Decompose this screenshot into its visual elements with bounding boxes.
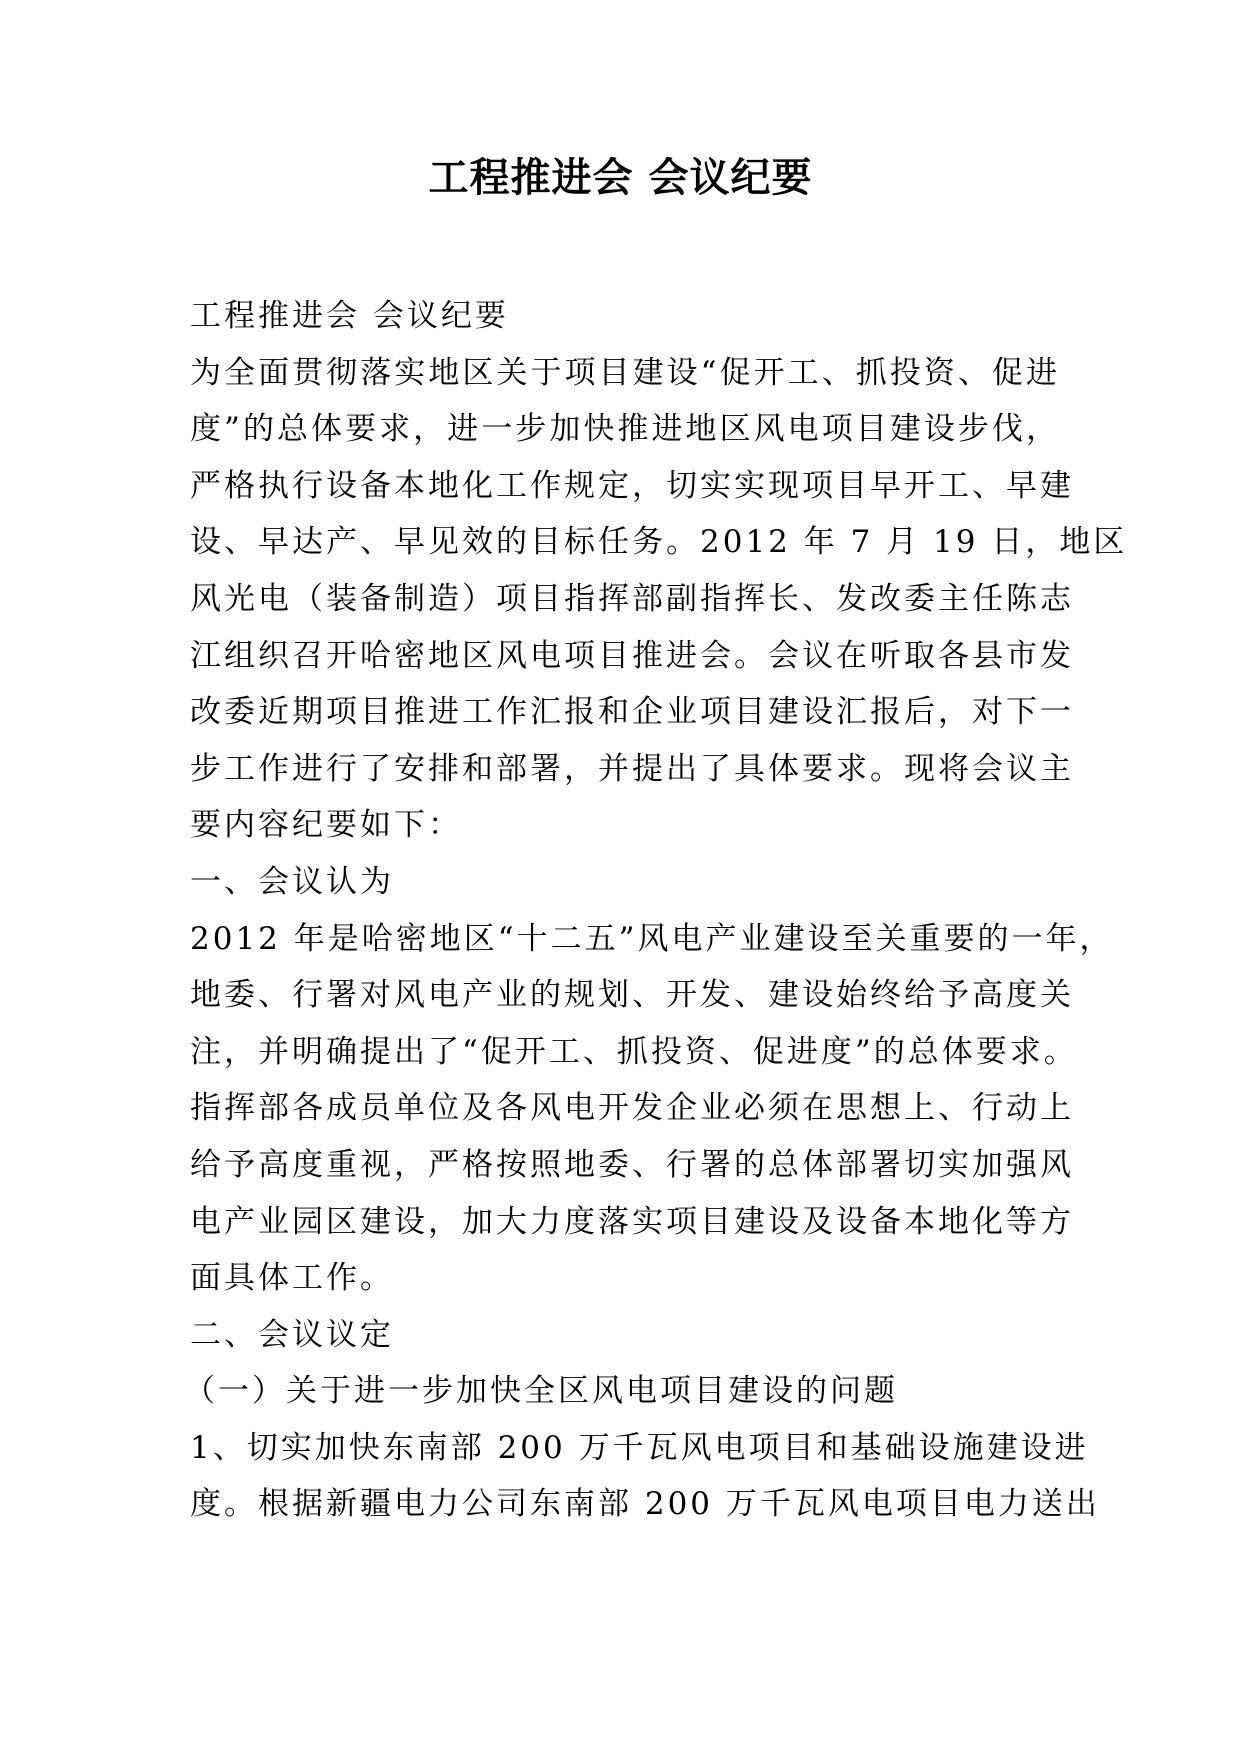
body-line: 江组织召开哈密地区风电项目推进会。会议在听取各县市发 (190, 637, 1074, 674)
body-line: 严格执行设备本地化工作规定，切实实现项目早开工、早建 (190, 467, 1074, 504)
section-heading: 二、会议议定 (190, 1316, 394, 1353)
section-heading: 一、会议认为 (190, 863, 394, 900)
body-line: 面具体工作。 (190, 1260, 394, 1297)
body-line: 要内容纪要如下： (190, 807, 462, 844)
body-line: 1、切实加快东南部 200 万千瓦风电项目和基础设施建设进 (190, 1429, 1089, 1466)
body-line-heading: 工程推进会 会议纪要 (190, 298, 509, 334)
document-body (184, 288, 1128, 1533)
body-line: 电产业园区建设，加大力度落实项目建设及设备本地化等方 (190, 1203, 1074, 1240)
body-line: 设、早达产、早见效的目标任务。2012 年 7 月 19 日，地区 (190, 524, 1128, 561)
body-line: 地委、行署对风电产业的规划、开发、建设始终给予高度关 (190, 977, 1074, 1014)
document-title: 工程推进会 会议纪要 (428, 154, 813, 201)
body-line: 度。根据新疆电力公司东南部 200 万千瓦风电项目电力送出 (190, 1486, 1100, 1523)
body-line: 给予高度重视，严格按照地委、行署的总体部署切实加强风 (190, 1146, 1074, 1183)
body-line: 指挥部各成员单位及各风电开发企业必须在思想上、行动上 (190, 1090, 1074, 1127)
body-line: 2012 年是哈密地区“十二五”风电产业建设至关重要的一年， (190, 920, 1114, 957)
body-line: 改委近期项目推进工作汇报和企业项目建设汇报后，对下一 (190, 694, 1074, 731)
body-line: 度”的总体要求，进一步加快推进地区风电项目建设步伐， (190, 411, 1060, 448)
body-line: 步工作进行了安排和部署，并提出了具体要求。现将会议主 (190, 750, 1074, 787)
body-line: 为全面贯彻落实地区关于项目建设“促开工、抓投资、促进 (190, 354, 1060, 391)
body-line: 风光电（装备制造）项目指挥部副指挥长、发改委主任陈志 (190, 580, 1074, 617)
subsection-heading: （一）关于进一步加快全区风电项目建设的问题 (184, 1373, 898, 1410)
body-line: 注，并明确提出了“促开工、抓投资、促进度”的总体要求。 (190, 1033, 1078, 1070)
